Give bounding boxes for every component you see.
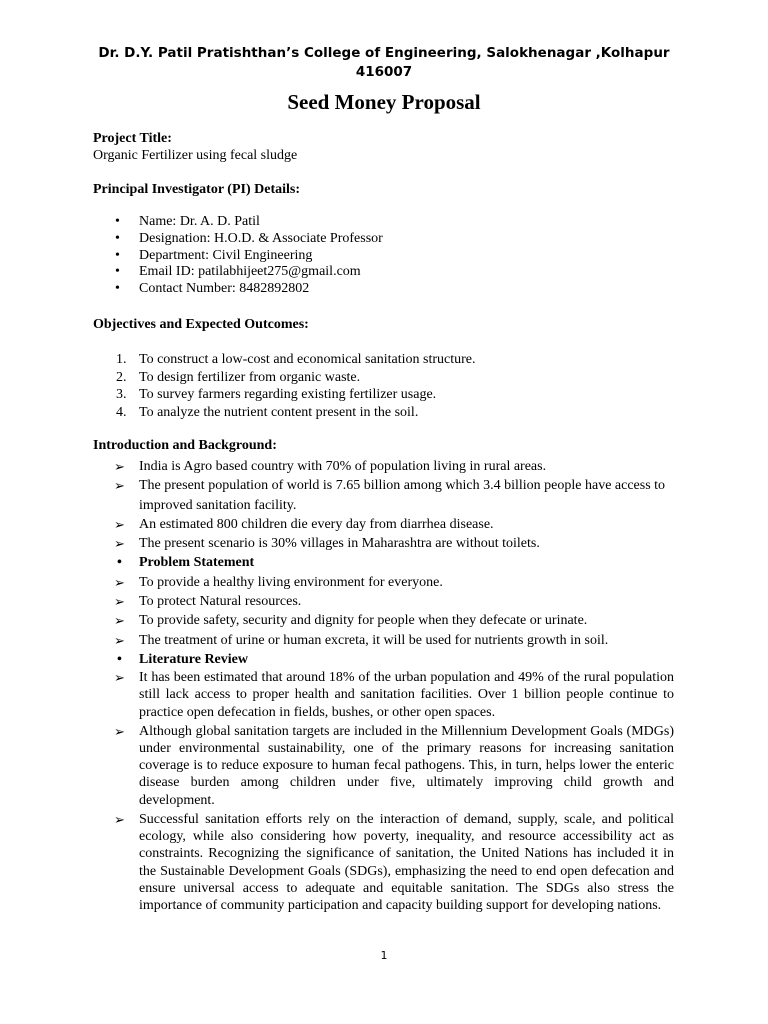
arrow-bullet-icon: ➢ [114,574,125,590]
list-item: ➢ It has been estimated that around 18% of the urban population and 49% of the rural population still lack access to proper health and sanitation facilities. Over 1 billion people continue to practice open defecation in fields, bushes, or other open spaces. [114,670,674,720]
arrow-bullet-icon: ➢ [114,613,125,629]
introduction-label: Introduction and Background: [93,438,277,453]
page-number: 1 [380,949,388,962]
list-item: • Name: Dr. A. D. Patil [115,214,260,229]
list-item: ➢ To protect Natural resources. [114,592,674,611]
bullet-icon: • [115,281,120,297]
arrow-bullet-icon: ➢ [114,516,125,532]
bullet-icon: • [117,555,122,571]
arrow-bullet-icon: ➢ [114,811,125,827]
arrow-bullet-icon: ➢ [114,594,125,610]
institution-header: Dr. D.Y. Patil Pratishthan’s College of Engineering, Salokhenagar ,Kolhapur 416007 [98,45,670,80]
bullet-icon: • [115,230,120,246]
section-heading-problem-statement: • Problem Statement [114,553,674,572]
list-item: 4. To analyze the nutrient content present in the soil. [116,404,419,420]
section-heading-literature-review: • Literature Review [114,650,674,669]
list-item: • Designation: H.O.D. & Associate Professor [115,230,383,246]
pi-details-label: Principal Investigator (PI) Details: [93,182,300,197]
list-item: 1. To construct a low-cost and economical sanitation structure. [116,352,476,367]
bullet-icon: • [115,214,120,229]
arrow-bullet-icon: ➢ [114,536,125,552]
list-item: 3. To survey farmers regarding existing fertilizer usage. [116,387,437,402]
list-item: • Department: Civil Engineering [115,247,313,263]
arrow-bullet-icon: ➢ [114,723,125,739]
list-item: 2. To design fertilizer from organic waste. [116,369,361,385]
list-item: • Email ID: patilabhijeet275@gmail.com [115,264,361,280]
list-item: ➢ To provide a healthy living environment for everyone. [114,573,674,592]
list-item: ➢ The present population of world is 7.65 billion among which 3.4 billion people have access to improved sanitation facility. [114,478,666,513]
bullet-icon: • [115,264,120,280]
list-item: ➢ To provide safety, security and dignity for people when they defecate or urinate. [114,611,674,630]
arrow-bullet-icon: ➢ [114,670,125,686]
list-item: ➢ Although global sanitation targets are included in the Millennium Development Goals (MDGs) under environmental sustainability, one of the primary reasons for increasing sanitation coverage is to reduce exposure to human fecal pathogens. This, in turn, helps lower the enteric disease burden among children under five, ultimately improving child growth and development. [114,723,674,808]
project-title-label: Project Title: [93,131,172,146]
list-item: • Contact Number: 8482892802 [115,281,310,297]
project-title-value: Organic Fertilizer using fecal sludge [93,148,298,163]
list-item: ➢ The present scenario is 30% villages in Maharashtra are without toilets. [114,534,674,553]
bullet-icon: • [115,247,120,263]
introduction-list [114,457,674,916]
objectives-label: Objectives and Expected Outcomes: [93,317,309,332]
bullet-icon: • [117,651,122,667]
arrow-bullet-icon: ➢ [114,632,125,648]
arrow-bullet-icon: ➢ [114,459,125,474]
list-item: ➢ The treatment of urine or human excreta, it will be used for nutrients growth in soil. [114,631,674,650]
list-item: ➢ India is Agro based country with 70% of population living in rural areas. [114,457,674,476]
objectives-list [93,351,475,421]
pi-details-list [93,214,383,298]
list-item: ➢ Successful sanitation efforts rely on the interaction of demand, supply, scale, and political ecology, while also considering how poverty, inequality, and resource accessibility act as constraints. Recognizing the significance of sanitation, the United Nations has included it in the Sustainable Development Goals (SDGs), emphasizing the need to end open defecation and ensure universal access to adequate and equitable sanitation. The SDGs also stress the importance of community participation and capacity building support for developing nations. [114,811,674,913]
arrow-bullet-icon: ➢ [114,478,125,494]
list-item: ➢ An estimated 800 children die every day from diarrhea disease. [114,515,674,534]
document-title: Seed Money Proposal [287,90,481,114]
